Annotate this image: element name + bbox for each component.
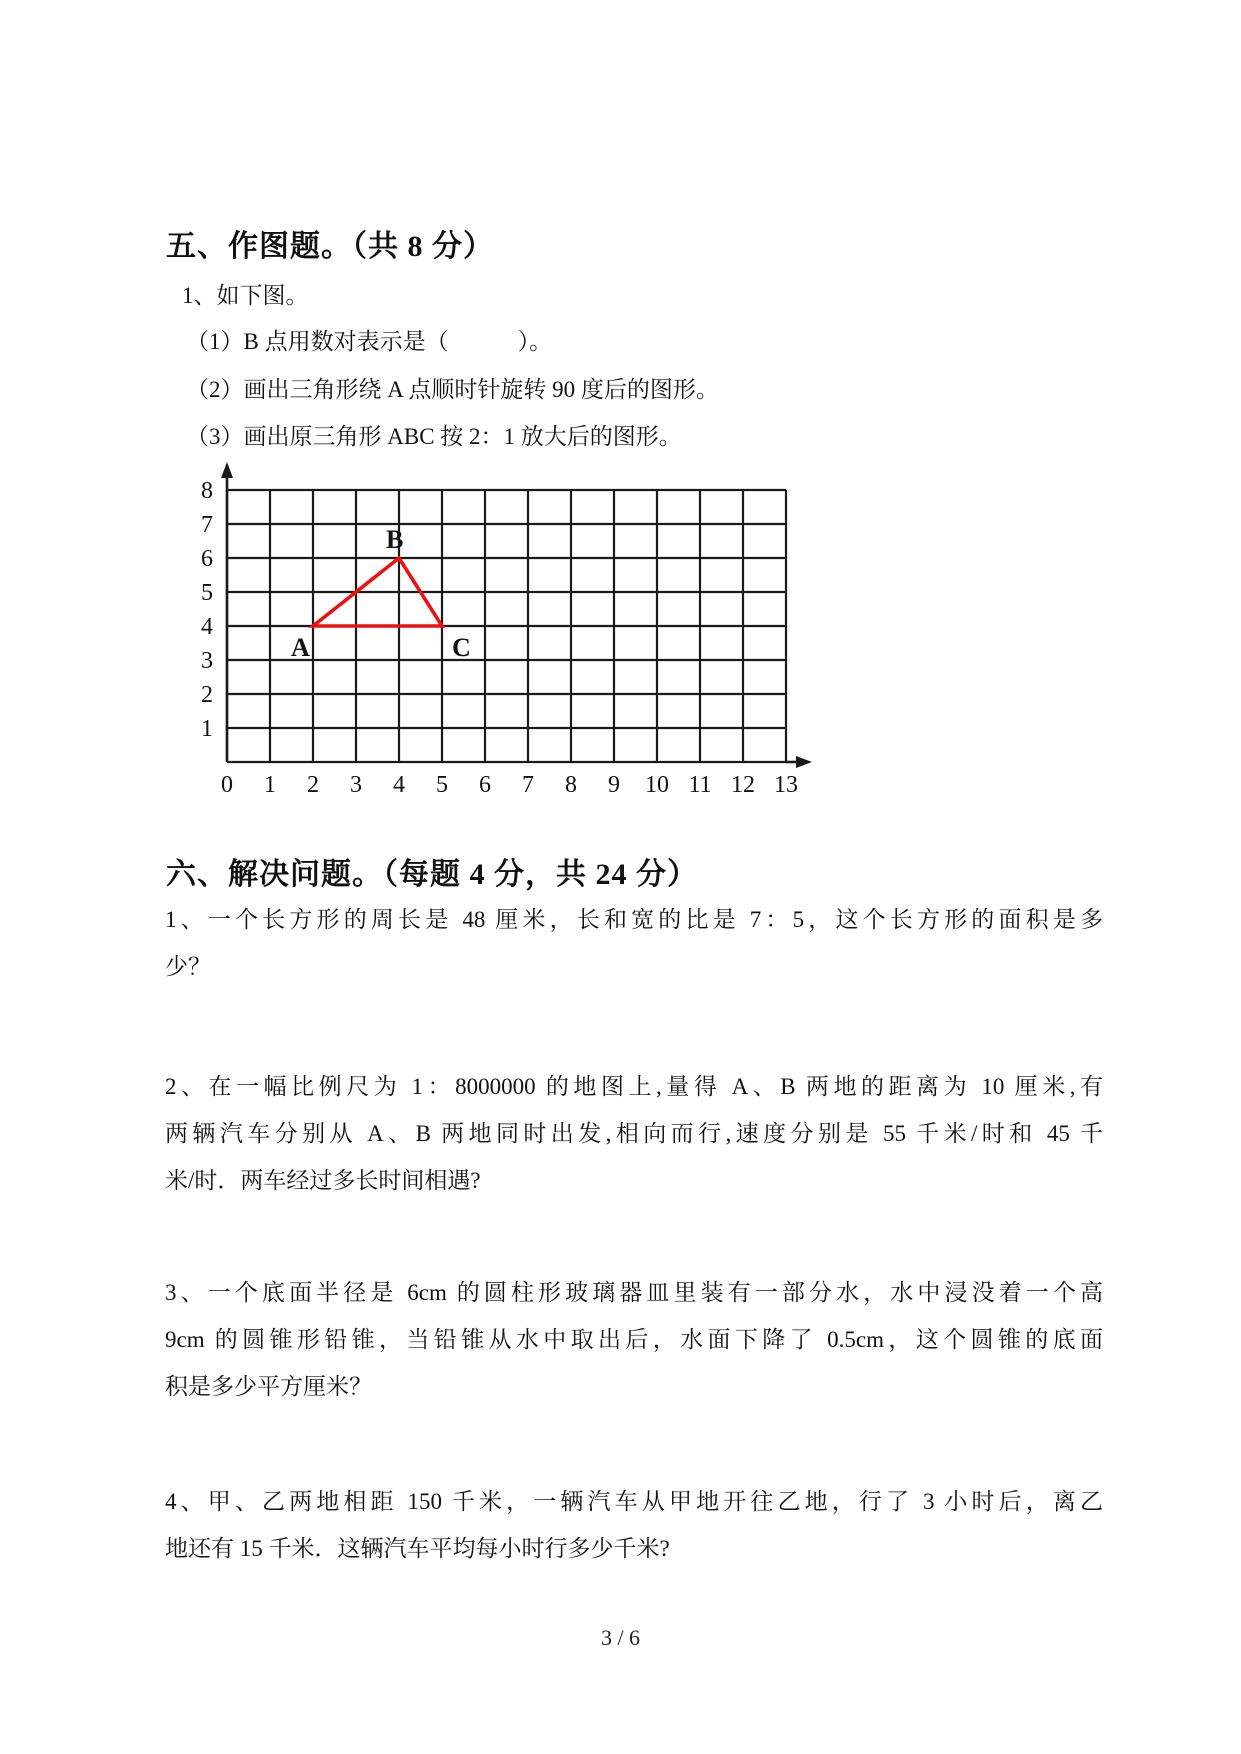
problem-3-line-2: 9cm 的圆锥形铅锥，当铅锥从水中取出后，水面下降了 0.5cm，这个圆锥的底面: [165, 1327, 1103, 1352]
section5-subitem-1: （1）B 点用数对表示是（ ）。: [186, 329, 553, 354]
problem-4-line-2: 地还有 15 千米．这辆汽车平均每小时行多少千米?: [165, 1536, 670, 1561]
x-tick-label: 12: [731, 772, 755, 798]
x-axis-arrow-icon: [796, 756, 812, 768]
problem-2-line-3: 米/时．两车经过多长时间相遇?: [165, 1168, 481, 1193]
y-tick-label: 6: [201, 546, 213, 572]
x-tick-label: 8: [565, 772, 577, 798]
x-tick-label: 4: [393, 772, 405, 798]
y-tick-label: 4: [201, 614, 213, 640]
x-tick-label: 7: [522, 772, 534, 798]
x-tick-label: 11: [688, 772, 712, 798]
grid-figure-svg: [190, 436, 830, 814]
x-tick-label: 9: [608, 772, 620, 798]
y-tick-label: 2: [201, 682, 213, 708]
problem-2: [165, 1063, 1103, 1204]
problem-4-line-1: 4、甲、乙两地相距 150 千米，一辆汽车从甲地开往乙地，行了 3 小时后，离乙: [165, 1489, 1103, 1514]
y-tick-label: 7: [201, 512, 213, 538]
y-axis-arrow-icon: [221, 462, 233, 478]
problem-3-line-3: 积是多少平方厘米？: [165, 1374, 372, 1399]
problem-2-line-2: 两辆汽车分别从 A、B 两地同时出发,相向而行,速度分别是 55 千米/时和 45 千: [165, 1121, 1103, 1146]
x-tick-label: 6: [479, 772, 491, 798]
problem-3-line-1: 3、一个底面半径是 6cm 的圆柱形玻璃器皿里装有一部分水，水中浸没着一个高: [165, 1280, 1103, 1305]
x-tick-label: 3: [350, 772, 362, 798]
section5-title: 五、作图题。（共 8 分）: [166, 230, 494, 263]
x-tick-label: 13: [774, 772, 798, 798]
section5-subitem-2: （2）画出三角形绕 A 点顺时针旋转 90 度后的图形。: [186, 377, 719, 402]
problem-3: [165, 1269, 1103, 1410]
y-tick-label: 1: [201, 716, 213, 742]
problem-2-line-1: 2、在一幅比例尺为 1：8000000 的地图上,量得 A、B 两地的距离为 10 厘米,有: [165, 1074, 1103, 1099]
x-tick-label: 0: [221, 772, 233, 798]
section5-subitem-3: （3）画出原三角形 ABC 按 2：1 放大后的图形。: [186, 424, 682, 449]
y-tick-label: 5: [201, 580, 213, 606]
problem-4: [165, 1478, 1103, 1572]
problem-1-line-1: 1、一个长方形的周长是 48 厘米，长和宽的比是 7：5，这个长方形的面积是多: [165, 907, 1103, 932]
x-tick-label: 10: [645, 772, 669, 798]
vertex-label-c: C: [452, 633, 471, 662]
vertex-label-a: A: [291, 633, 310, 662]
grid-figure: [190, 436, 830, 814]
problem-1-line-2: 少？: [165, 954, 211, 979]
page-number: 3 / 6: [600, 1625, 641, 1650]
vertex-label-b: B: [386, 525, 404, 554]
section5-item1: 1、如下图。: [182, 283, 309, 308]
x-tick-label: 1: [264, 772, 276, 798]
section6-title: 六、解决问题。（每题 4 分，共 24 分）: [166, 858, 698, 891]
y-tick-label: 3: [201, 648, 213, 674]
y-tick-label: 8: [201, 478, 213, 504]
x-tick-label: 2: [307, 772, 319, 798]
x-tick-label: 5: [436, 772, 448, 798]
problem-1: [165, 896, 1103, 990]
